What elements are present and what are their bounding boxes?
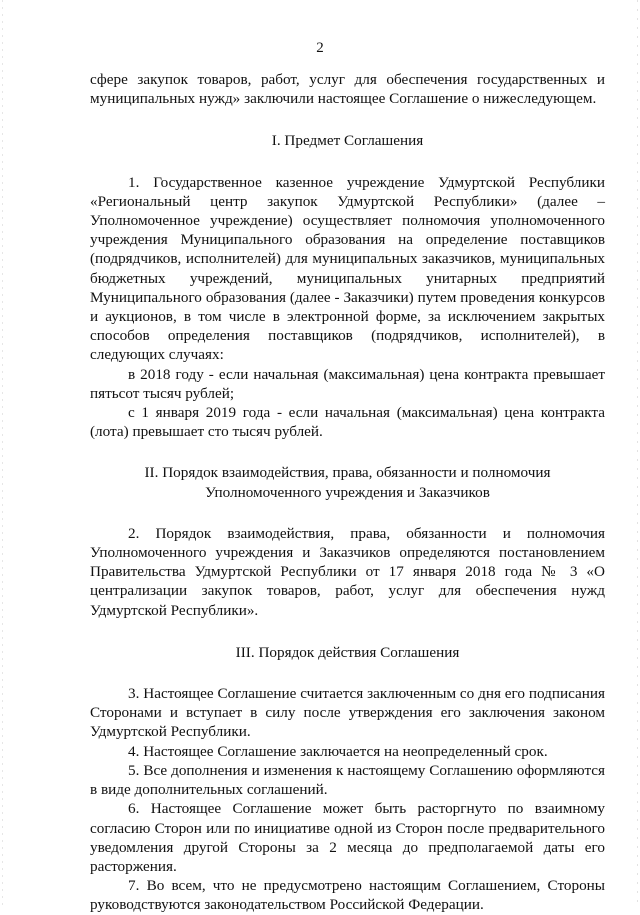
- paragraph-clause-2: 2. Порядок взаимодействия, права, обязанности и полномочия Уполномоченного учреждения и Заказчиков определяются постановлением Правительства Удмуртской Республики от 17 января 2018 года № 3 «О централизации закупок товаров, работ, услуг для обеспечения нужд Удмуртской Республики».: [90, 524, 605, 619]
- paragraph-clause-1-case-2018: в 2018 году - если начальная (максимальная) цена контракта превышает пятьсот тысяч рублей;: [90, 365, 605, 402]
- scan-edge-right: [637, 0, 638, 905]
- page-number: 2: [316, 40, 324, 56]
- paragraph-intro-continuation: сфере закупок товаров, работ, услуг для обеспечения государственных и муниципальных нужд» заключили настоящее Соглашение о нижеследующем.: [90, 71, 605, 108]
- paragraph-clause-1-case-2019: с 1 января 2019 года - если начальная (максимальная) цена контракта (лота) превышает сто тысяч рублей.: [90, 404, 605, 441]
- paragraph-clause-1: 1. Государственное казенное учреждение Удмуртской Республики «Региональный центр закупок Удмуртской Республики» (далее – Уполномоченное учреждение) осуществляет полномочия уполномоченного учреждения Муниципального образования на определение поставщиков (подрядчиков, исполнителей) для муниципальных заказчиков, муниципальных бюджетных учреждений, муниципальных унитарных предприятий Муниципального образования (далее - Заказчики) путем проведения конкурсов и аукционов, в том числе в электронной форме, за исключением закрытых способов определения поставщиков (подрядчиков, исполнителей), в следующих случаях:: [90, 173, 605, 364]
- section-heading-1: I. Предмет Соглашения: [271, 132, 424, 150]
- section-heading-2-line-1: II. Порядок взаимодействия, права, обязанности и полномочия: [144, 464, 551, 482]
- section-heading-2-line-2: Уполномоченного учреждения и Заказчиков: [205, 483, 490, 501]
- paragraph-clause-6: 6. Настоящее Соглашение может быть расторгнуто по взаимному согласию Сторон или по инициативе одной из Сторон после предварительного уведомления другой Стороны за 2 месяца до предполагаемой даты его расторжения.: [90, 800, 605, 875]
- paragraph-clause-4: 4. Настоящее Соглашение заключается на неопределенный срок.: [128, 742, 548, 760]
- paragraph-clause-7: 7. Во всем, что не предусмотрено настоящим Соглашением, Стороны руководствуются законодательством Российской Федерации.: [90, 877, 605, 914]
- paragraph-clause-3: 3. Настоящее Соглашение считается заключенным со дня его подписания Сторонами и вступает в силу после утверждения его заключения законом Удмуртской Республики.: [90, 685, 605, 741]
- document-body: [90, 70, 605, 915]
- scan-edge-left: [2, 0, 3, 905]
- paragraph-clause-5: 5. Все дополнения и изменения к настоящему Соглашению оформляются в виде дополнительных соглашений.: [90, 761, 605, 799]
- section-heading-3: III. Порядок действия Соглашения: [235, 643, 460, 661]
